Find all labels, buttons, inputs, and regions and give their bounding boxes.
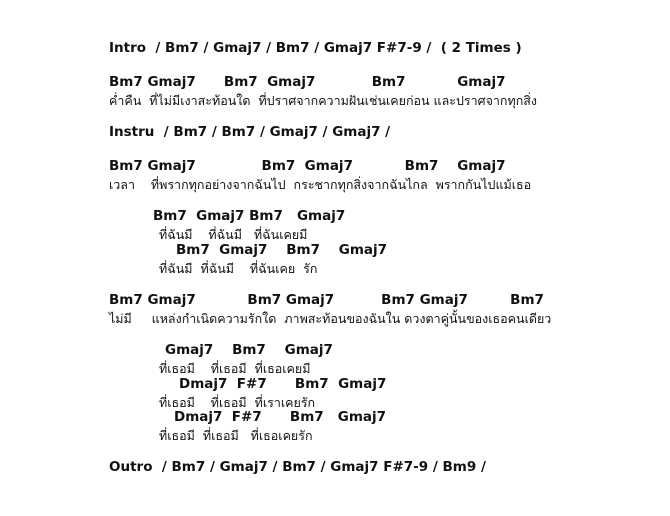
hook1-chord-line-a: Bm7 Gmaj7 Bm7 Gmaj7 [153,208,346,224]
verse2-lyric-line: เวลา ที่พรากทุกอย่างจากฉันไป กระชากทุกสิ่งจากฉันไกล พรากกันไปแม้เธอ [109,177,532,192]
verse3-chord-line: Bm7 Gmaj7 Bm7 Gmaj7 Bm7 Gmaj7 Bm7 [109,292,544,308]
verse1-chord-line: Bm7 Gmaj7 Bm7 Gmaj7 Bm7 Gmaj7 [109,74,506,90]
hook2-lyric-line-c: ที่เธอมี ที่เธอมี ที่เธอเคยรัก [159,428,313,443]
outro-line: Outro / Bm7 / Gmaj7 / Bm7 / Gmaj7 F#7-9 / Bm9 / [109,459,486,475]
verse2-chord-line: Bm7 Gmaj7 Bm7 Gmaj7 Bm7 Gmaj7 [109,158,506,174]
hook1-lyric-line-b: ที่ฉันมี ที่ฉันมี ที่ฉันเคย รัก [159,261,318,276]
hook2-chord-line-a: Gmaj7 Bm7 Gmaj7 [165,342,333,358]
intro-line: Intro / Bm7 / Gmaj7 / Bm7 / Gmaj7 F#7-9 / ( 2 Times ) [109,40,522,56]
hook1-chord-line-b: Bm7 Gmaj7 Bm7 Gmaj7 [176,242,388,258]
hook2-chord-line-c: Dmaj7 F#7 Bm7 Gmaj7 [174,409,387,425]
verse3-lyric-line: ไม่มี แหล่งกำเนิดความรักใด ภาพสะท้อนของฉันใน ดวงตาคู่นั้นของเธอคนเดียว [109,311,552,326]
hook1-lyric-line-a: ที่ฉันมี ที่ฉันมี ที่ฉันเคยมี [159,227,308,242]
instru-line: Instru / Bm7 / Bm7 / Gmaj7 / Gmaj7 / [109,124,391,140]
hook2-chord-line-b: Dmaj7 F#7 Bm7 Gmaj7 [179,376,387,392]
hook2-lyric-line-a: ที่เธอมี ที่เธอมี ที่เธอเคยมี [159,361,311,376]
hook2-lyric-line-b: ที่เธอมี ที่เธอมี ที่เราเคยรัก [159,395,316,410]
verse1-lyric-line: ค่ำคืน ที่ไม่มีเงาสะท้อนใด ที่ปราศจากความฝันเช่นเคยก่อน และปราศจากทุกสิ่ง [109,93,538,108]
